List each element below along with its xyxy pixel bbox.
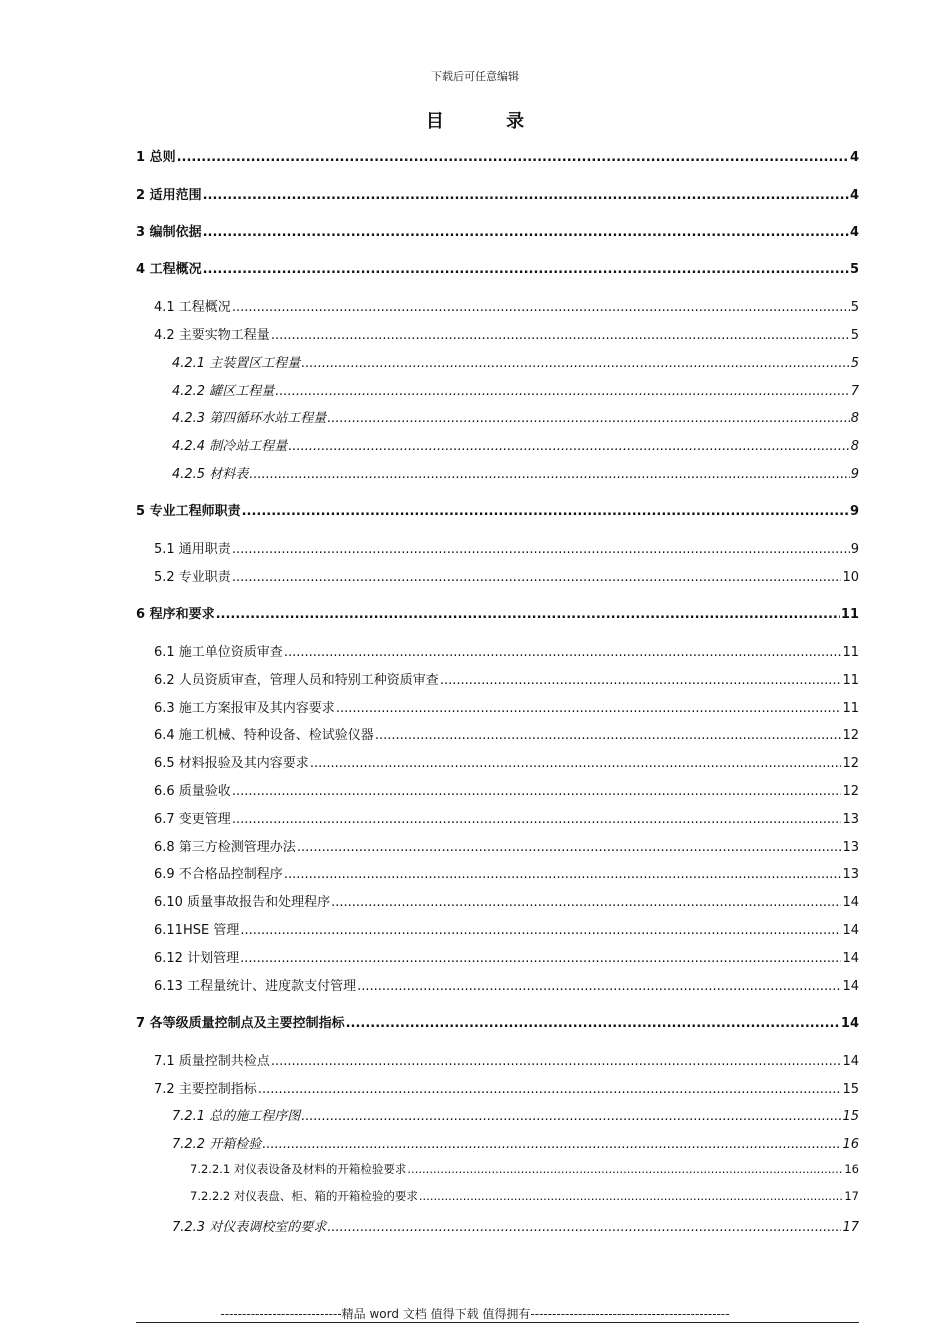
footer-text: ----------------------------精品 word 文档 值得下载 值得拥有---------------------------------------------- bbox=[220, 1307, 730, 1321]
toc-leader-dots bbox=[216, 607, 840, 622]
toc-leader-dots bbox=[240, 923, 841, 938]
toc-leader-dots bbox=[275, 384, 850, 399]
toc-entry[interactable] bbox=[154, 296, 859, 315]
toc-entry-page: 11 bbox=[842, 645, 859, 660]
toc-leader-dots bbox=[288, 439, 850, 454]
toc-leader-dots bbox=[297, 840, 842, 855]
toc-entry[interactable] bbox=[154, 863, 859, 882]
toc-leader-dots bbox=[240, 951, 841, 966]
toc-leader-dots bbox=[284, 867, 842, 882]
toc-entry-label: 4.2.5 材料表 bbox=[172, 467, 249, 482]
toc-entry-label: 6.8 第三方检测管理办法 bbox=[154, 840, 296, 855]
toc-entry-page: 14 bbox=[842, 979, 859, 994]
toc-leader-dots bbox=[357, 979, 841, 994]
toc-entry-page: 7 bbox=[850, 384, 859, 399]
toc-entry[interactable] bbox=[154, 752, 859, 771]
toc-entry-page: 13 bbox=[842, 867, 859, 882]
toc-entry[interactable] bbox=[154, 808, 859, 827]
toc-entry-label: 6.2 人员资质审查，管理人员和特别工种资质审查 bbox=[154, 673, 439, 688]
toc-leader-dots bbox=[301, 356, 850, 371]
toc-entry-page: 5 bbox=[849, 262, 859, 277]
toc-entry-page: 10 bbox=[842, 570, 859, 585]
toc-entry-page: 12 bbox=[842, 728, 859, 743]
toc-entry-page: 15 bbox=[842, 1082, 859, 1097]
footer-divider bbox=[136, 1322, 859, 1323]
toc-leader-dots bbox=[271, 1054, 842, 1069]
toc-entry-page: 14 bbox=[842, 1054, 859, 1069]
toc-entry[interactable] bbox=[154, 947, 859, 966]
toc-leader-dots bbox=[203, 188, 849, 203]
toc-entry-page: 4 bbox=[849, 188, 859, 203]
toc-entry[interactable] bbox=[154, 1050, 859, 1069]
toc-entry[interactable] bbox=[136, 500, 859, 519]
toc-entry-label: 5.1 通用职责 bbox=[154, 542, 231, 557]
toc-entry-page: 13 bbox=[842, 840, 859, 855]
toc-entry[interactable] bbox=[172, 407, 859, 426]
toc-entry[interactable] bbox=[172, 380, 859, 399]
toc-entry-page: 16 bbox=[842, 1137, 859, 1152]
toc-entry-label: 4 工程概况 bbox=[136, 262, 202, 277]
toc-entry-page: 11 bbox=[842, 701, 859, 716]
toc-entry-label: 7.2 主要控制指标 bbox=[154, 1082, 257, 1097]
toc-entry[interactable] bbox=[154, 975, 859, 994]
toc-entry[interactable] bbox=[136, 258, 859, 277]
toc-entry-label: 7.2.1 总的施工程序图 bbox=[172, 1109, 301, 1124]
toc-entry[interactable] bbox=[172, 1216, 859, 1235]
toc-entry-page: 8 bbox=[850, 439, 859, 454]
toc-entry-page: 11 bbox=[842, 673, 859, 688]
toc-leader-dots bbox=[232, 542, 850, 557]
toc-leader-dots bbox=[203, 262, 849, 277]
toc-entry-label: 4.2.2 罐区工程量 bbox=[172, 384, 275, 399]
toc-leader-dots bbox=[327, 411, 850, 426]
toc-leader-dots bbox=[284, 645, 842, 660]
toc-entry[interactable] bbox=[154, 641, 859, 660]
toc-entry[interactable] bbox=[154, 1078, 859, 1097]
toc-entry[interactable] bbox=[154, 724, 859, 743]
toc-entry[interactable] bbox=[190, 1188, 859, 1204]
toc-entry-page: 9 bbox=[849, 504, 859, 519]
toc-entry-label: 5.2 专业职责 bbox=[154, 570, 231, 585]
toc-entry-page: 14 bbox=[842, 895, 859, 910]
toc-entry-label: 4.2 主要实物工程量 bbox=[154, 328, 270, 343]
toc-entry-page: 4 bbox=[849, 225, 859, 240]
toc-entry-label: 7.2.2.1 对仪表设备及材料的开箱检验要求 bbox=[190, 1162, 407, 1176]
toc-entry-page: 9 bbox=[850, 542, 859, 557]
toc-entry[interactable] bbox=[136, 1012, 859, 1031]
toc-title: 目 录 bbox=[425, 111, 553, 132]
toc-entry-page: 11 bbox=[840, 607, 859, 622]
toc-leader-dots bbox=[331, 895, 841, 910]
toc-leader-dots bbox=[232, 570, 842, 585]
toc-entry-page: 12 bbox=[842, 756, 859, 771]
toc-entry-label: 6.10 质量事故报告和处理程序 bbox=[154, 895, 331, 910]
toc-entry-label: 7.2.3 对仪表调校室的要求 bbox=[172, 1220, 327, 1235]
toc-entry[interactable] bbox=[154, 836, 859, 855]
toc-entry[interactable] bbox=[172, 435, 859, 454]
toc-leader-dots bbox=[310, 756, 842, 771]
toc-entry-label: 5 专业工程师职责 bbox=[136, 504, 241, 519]
toc-entry[interactable] bbox=[172, 1105, 859, 1124]
toc-entry[interactable] bbox=[136, 603, 859, 622]
toc-entry-label: 7.2.2.2 对仪表盘、柜、箱的开箱检验的要求 bbox=[190, 1189, 418, 1203]
toc-entry[interactable] bbox=[136, 221, 859, 240]
toc-entry[interactable] bbox=[154, 669, 859, 688]
toc-entry[interactable] bbox=[172, 463, 859, 482]
toc-entry-label: 6.12 计划管理 bbox=[154, 951, 240, 966]
toc-entry-label: 2 适用范围 bbox=[136, 188, 202, 203]
toc-entry-page: 5 bbox=[850, 356, 859, 371]
toc-entry[interactable] bbox=[136, 184, 859, 203]
toc-entry[interactable] bbox=[190, 1161, 859, 1177]
toc-entry-page: 8 bbox=[850, 411, 859, 426]
toc-leader-dots bbox=[346, 1016, 840, 1031]
toc-leader-dots bbox=[177, 150, 849, 165]
toc-leader-dots bbox=[242, 504, 849, 519]
toc-entry[interactable] bbox=[154, 324, 859, 343]
toc-entry-page: 9 bbox=[850, 467, 859, 482]
toc-leader-dots bbox=[375, 728, 842, 743]
toc-entry[interactable] bbox=[154, 566, 859, 585]
toc-entry[interactable] bbox=[154, 538, 859, 557]
toc-leader-dots bbox=[249, 467, 850, 482]
toc-entry-page: 12 bbox=[842, 784, 859, 799]
toc-entry[interactable] bbox=[154, 891, 859, 910]
toc-entry[interactable] bbox=[136, 146, 859, 165]
toc-entry-page: 5 bbox=[850, 328, 859, 343]
toc-leader-dots bbox=[203, 225, 849, 240]
toc-entry-page: 4 bbox=[849, 150, 859, 165]
toc-entry-label: 6.6 质量验收 bbox=[154, 784, 231, 799]
toc-entry-label: 6.4 施工机械、特种设备、检试验仪器 bbox=[154, 728, 374, 743]
toc-entry-label: 7 各等级质量控制点及主要控制指标 bbox=[136, 1016, 345, 1031]
toc-leader-dots bbox=[336, 701, 842, 716]
toc-entry-label: 4.2.1 主装置区工程量 bbox=[172, 356, 301, 371]
toc-entry-label: 6.11HSE 管理 bbox=[154, 923, 240, 938]
header-note: 下载后可任意编辑 bbox=[431, 70, 519, 83]
toc-entry[interactable] bbox=[172, 352, 859, 371]
toc-entry-page: 14 bbox=[840, 1016, 859, 1031]
toc-entry-page: 17 bbox=[842, 1220, 859, 1235]
toc-leader-dots bbox=[232, 300, 850, 315]
toc-entry-label: 6.7 变更管理 bbox=[154, 812, 231, 827]
toc-entry-label: 6.9 不合格品控制程序 bbox=[154, 867, 283, 882]
toc-entry-page: 17 bbox=[844, 1189, 859, 1203]
toc-entry-label: 4.1 工程概况 bbox=[154, 300, 231, 315]
toc-entry-label: 3 编制依据 bbox=[136, 225, 202, 240]
toc-leader-dots bbox=[407, 1162, 843, 1176]
toc-entry[interactable] bbox=[172, 1133, 859, 1152]
toc-entry-page: 14 bbox=[842, 951, 859, 966]
toc-entry-label: 7.2.2 开箱检验 bbox=[172, 1137, 262, 1152]
toc-entry[interactable] bbox=[154, 697, 859, 716]
toc-leader-dots bbox=[271, 328, 850, 343]
toc-leader-dots bbox=[232, 812, 842, 827]
toc-entry-page: 14 bbox=[842, 923, 859, 938]
toc-entry-label: 4.2.3 第四循环水站工程量 bbox=[172, 411, 327, 426]
toc-entry-label: 6.13 工程量统计、进度款支付管理 bbox=[154, 979, 357, 994]
toc-entry-page: 15 bbox=[842, 1109, 859, 1124]
toc-entry-label: 6.1 施工单位资质审查 bbox=[154, 645, 283, 660]
toc-entry-label: 1 总则 bbox=[136, 150, 176, 165]
toc-leader-dots bbox=[232, 784, 842, 799]
toc-entry-page: 5 bbox=[850, 300, 859, 315]
toc-entry-page: 13 bbox=[842, 812, 859, 827]
toc-entry-label: 6.3 施工方案报审及其内容要求 bbox=[154, 701, 335, 716]
toc-leader-dots bbox=[301, 1109, 841, 1124]
toc-entry[interactable] bbox=[154, 780, 859, 799]
toc-leader-dots bbox=[440, 673, 842, 688]
toc-entry-label: 6.5 材料报验及其内容要求 bbox=[154, 756, 309, 771]
toc-entry-label: 4.2.4 制冷站工程量 bbox=[172, 439, 288, 454]
toc-entry[interactable] bbox=[154, 919, 859, 938]
toc-leader-dots bbox=[262, 1137, 841, 1152]
toc-entry-page: 16 bbox=[844, 1162, 859, 1176]
toc-entry-label: 7.1 质量控制共检点 bbox=[154, 1054, 270, 1069]
toc-entry-label: 6 程序和要求 bbox=[136, 607, 215, 622]
toc-leader-dots bbox=[419, 1189, 843, 1203]
toc-leader-dots bbox=[327, 1220, 841, 1235]
toc-leader-dots bbox=[258, 1082, 842, 1097]
